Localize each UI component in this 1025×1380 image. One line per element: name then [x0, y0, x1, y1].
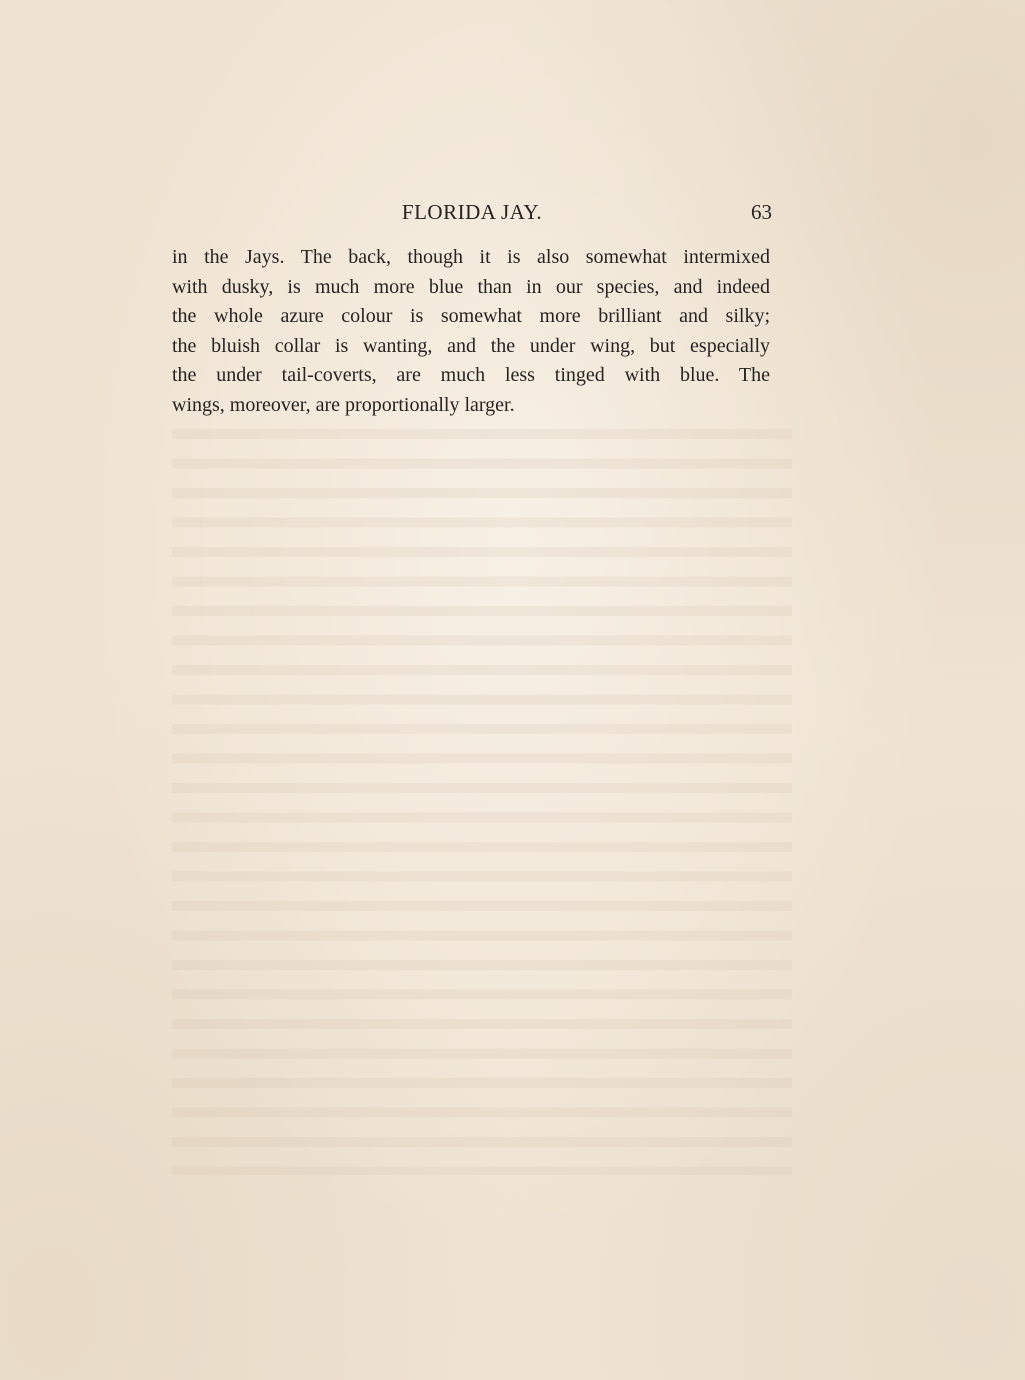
text-line: the under tail-coverts, are much less tinged with blue. The — [172, 364, 770, 386]
text-line: the whole azure colour is somewhat more brilliant and silky; — [172, 305, 770, 327]
running-head — [172, 200, 772, 230]
text-line: with dusky, is much more blue than in our species, and indeed — [172, 275, 770, 298]
body-text — [172, 243, 770, 420]
reverse-side-bleed-through — [172, 415, 792, 1175]
running-title: FLORIDA JAY. — [401, 200, 543, 224]
text-line: the bluish collar is wanting, and the under wing, but especially — [172, 334, 770, 357]
page-number: 63 — [751, 200, 772, 224]
text-line: in the Jays. The back, though it is also somewhat intermixed — [172, 246, 770, 268]
text-line: wings, moreover, are proportionally larger. — [172, 393, 515, 416]
